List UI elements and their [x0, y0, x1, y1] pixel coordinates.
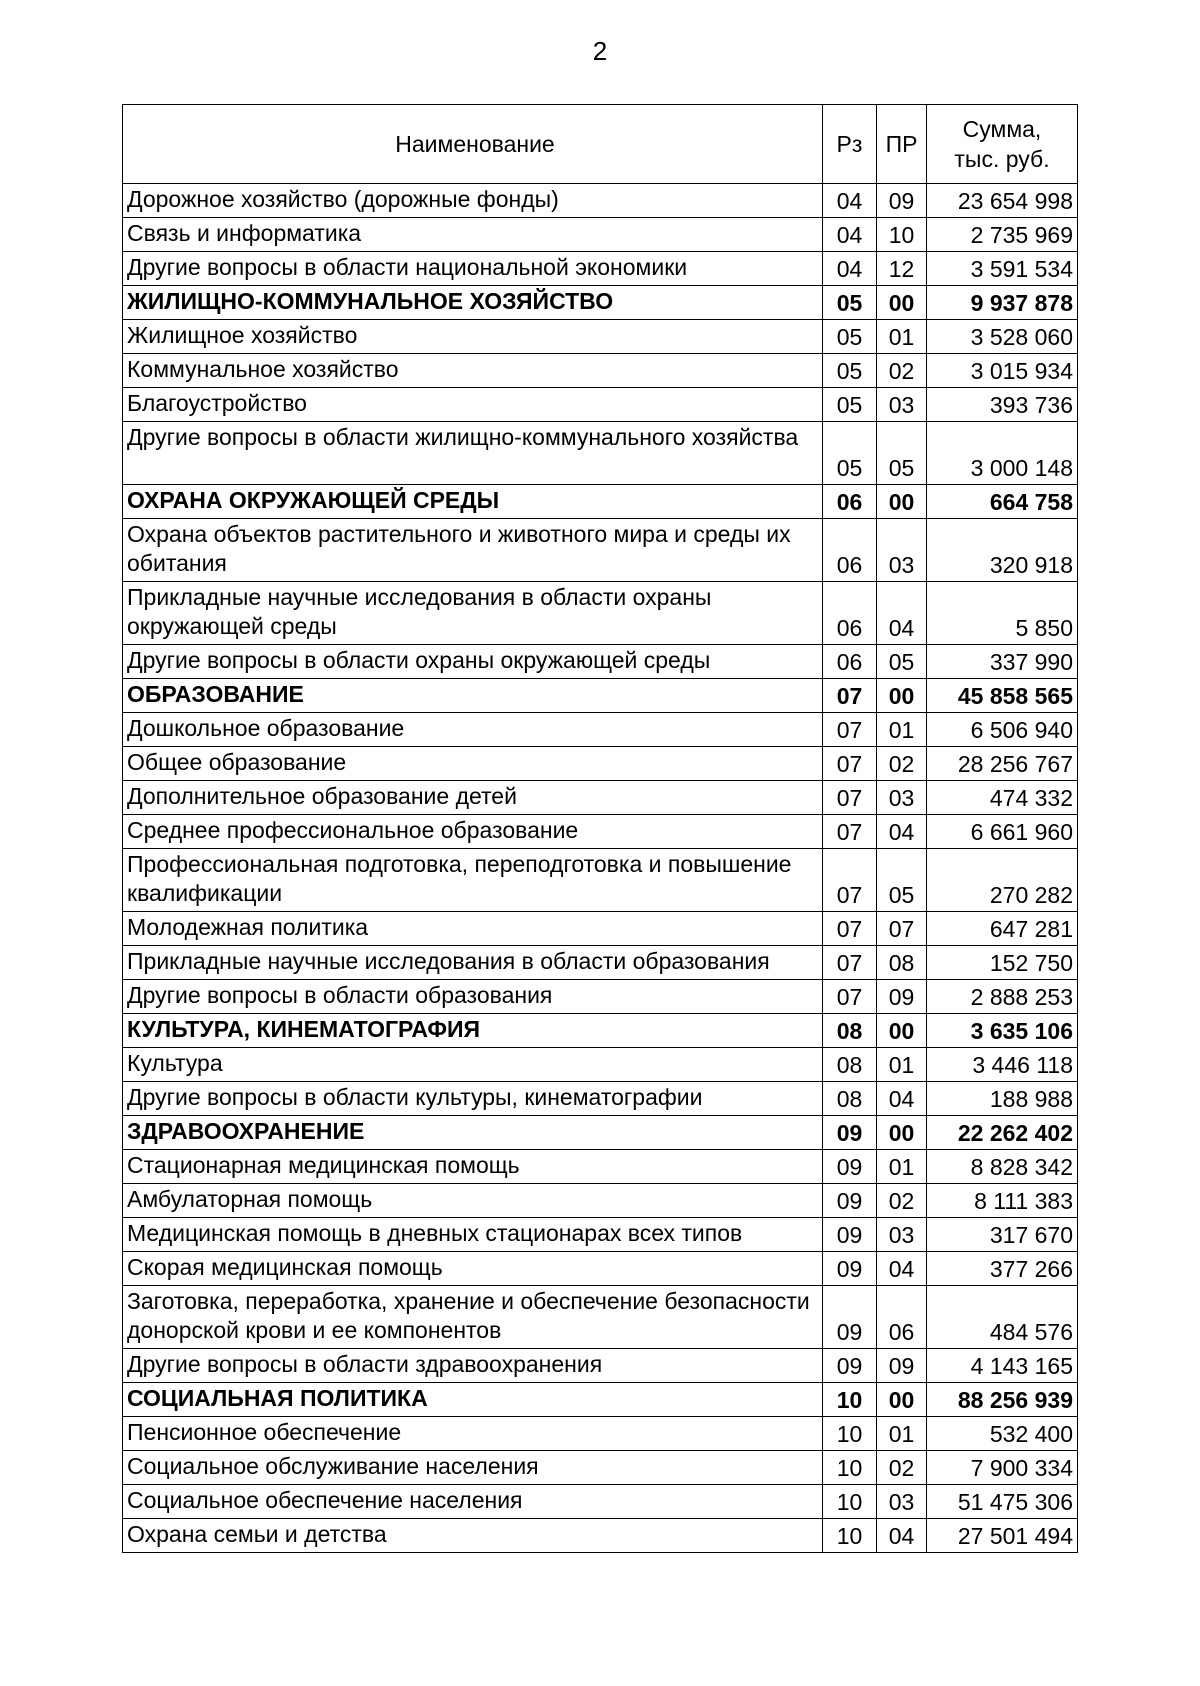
row-name: ЖИЛИЩНО-КОММУНАЛЬНОЕ ХОЗЯЙСТВО — [123, 286, 823, 320]
row-sum: 27 501 494 — [927, 1519, 1078, 1553]
row-sum: 188 988 — [927, 1082, 1078, 1116]
row-pr: 02 — [877, 1184, 927, 1218]
row-name: Социальное обеспечение населения — [123, 1485, 823, 1519]
row-rz: 04 — [823, 218, 877, 252]
table-row — [123, 815, 1078, 849]
table-row — [123, 354, 1078, 388]
row-pr: 09 — [877, 980, 927, 1014]
table-row — [123, 747, 1078, 781]
table-row — [123, 1048, 1078, 1082]
row-sum: 3 015 934 — [927, 354, 1078, 388]
row-rz: 09 — [823, 1252, 877, 1286]
header-name: Наименование — [123, 105, 823, 184]
row-pr: 07 — [877, 912, 927, 946]
row-sum: 3 591 534 — [927, 252, 1078, 286]
row-name: Другие вопросы в области национальной экономики — [123, 252, 823, 286]
row-rz: 08 — [823, 1082, 877, 1116]
row-sum: 22 262 402 — [927, 1116, 1078, 1150]
table-row — [123, 1082, 1078, 1116]
row-sum: 23 654 998 — [927, 184, 1078, 218]
row-sum: 270 282 — [927, 849, 1078, 912]
row-name: Прикладные научные исследования в области охраны окружающей среды — [123, 582, 823, 645]
table-header-row — [123, 105, 1078, 184]
row-sum: 51 475 306 — [927, 1485, 1078, 1519]
row-pr: 01 — [877, 1150, 927, 1184]
row-rz: 09 — [823, 1184, 877, 1218]
row-pr: 03 — [877, 388, 927, 422]
row-name: Социальное обслуживание населения — [123, 1451, 823, 1485]
row-rz: 07 — [823, 849, 877, 912]
row-rz: 05 — [823, 354, 877, 388]
row-pr: 00 — [877, 485, 927, 519]
row-pr: 02 — [877, 747, 927, 781]
table-row-section — [123, 286, 1078, 320]
row-sum: 647 281 — [927, 912, 1078, 946]
row-rz: 09 — [823, 1116, 877, 1150]
row-rz: 10 — [823, 1451, 877, 1485]
table-row — [123, 1417, 1078, 1451]
row-pr: 00 — [877, 1116, 927, 1150]
row-sum: 8 828 342 — [927, 1150, 1078, 1184]
row-rz: 07 — [823, 912, 877, 946]
row-sum: 3 446 118 — [927, 1048, 1078, 1082]
row-pr: 05 — [877, 422, 927, 485]
row-name: ОБРАЗОВАНИЕ — [123, 679, 823, 713]
row-sum: 664 758 — [927, 485, 1078, 519]
row-sum: 393 736 — [927, 388, 1078, 422]
table-row — [123, 1218, 1078, 1252]
row-name: Другие вопросы в области охраны окружающей среды — [123, 645, 823, 679]
row-rz: 08 — [823, 1014, 877, 1048]
table-row — [123, 713, 1078, 747]
table-row — [123, 1286, 1078, 1349]
row-sum: 3 528 060 — [927, 320, 1078, 354]
row-name: Другие вопросы в области здравоохранения — [123, 1349, 823, 1383]
header-sum-line2: тыс. руб. — [954, 146, 1050, 172]
header-pr: ПР — [877, 105, 927, 184]
row-pr: 00 — [877, 286, 927, 320]
table-row — [123, 980, 1078, 1014]
table-row — [123, 781, 1078, 815]
row-sum: 7 900 334 — [927, 1451, 1078, 1485]
row-rz: 06 — [823, 519, 877, 582]
row-rz: 09 — [823, 1150, 877, 1184]
row-sum: 152 750 — [927, 946, 1078, 980]
row-name: Дорожное хозяйство (дорожные фонды) — [123, 184, 823, 218]
row-rz: 09 — [823, 1286, 877, 1349]
row-name: Стационарная медицинская помощь — [123, 1150, 823, 1184]
row-pr: 02 — [877, 354, 927, 388]
row-rz: 06 — [823, 645, 877, 679]
row-rz: 04 — [823, 252, 877, 286]
row-name: Жилищное хозяйство — [123, 320, 823, 354]
row-pr: 04 — [877, 582, 927, 645]
row-name: Связь и информатика — [123, 218, 823, 252]
header-rz: Рз — [823, 105, 877, 184]
row-name: ЗДРАВООХРАНЕНИЕ — [123, 1116, 823, 1150]
row-name: Дополнительное образование детей — [123, 781, 823, 815]
row-sum: 88 256 939 — [927, 1383, 1078, 1417]
row-sum: 2 888 253 — [927, 980, 1078, 1014]
row-name: Культура — [123, 1048, 823, 1082]
row-pr: 04 — [877, 1252, 927, 1286]
row-sum: 377 266 — [927, 1252, 1078, 1286]
table-row — [123, 946, 1078, 980]
table-row — [123, 849, 1078, 912]
row-pr: 05 — [877, 849, 927, 912]
row-pr: 09 — [877, 1349, 927, 1383]
row-pr: 04 — [877, 815, 927, 849]
row-sum: 5 850 — [927, 582, 1078, 645]
row-name: СОЦИАЛЬНАЯ ПОЛИТИКА — [123, 1383, 823, 1417]
row-sum: 484 576 — [927, 1286, 1078, 1349]
row-sum: 337 990 — [927, 645, 1078, 679]
table-row — [123, 1485, 1078, 1519]
row-pr: 01 — [877, 320, 927, 354]
row-pr: 12 — [877, 252, 927, 286]
row-sum: 4 143 165 — [927, 1349, 1078, 1383]
row-rz: 05 — [823, 388, 877, 422]
row-sum: 317 670 — [927, 1218, 1078, 1252]
row-pr: 01 — [877, 1417, 927, 1451]
row-rz: 07 — [823, 815, 877, 849]
table-row — [123, 1252, 1078, 1286]
row-pr: 04 — [877, 1082, 927, 1116]
row-sum: 532 400 — [927, 1417, 1078, 1451]
row-pr: 03 — [877, 1485, 927, 1519]
table-row — [123, 1150, 1078, 1184]
row-pr: 04 — [877, 1519, 927, 1553]
row-sum: 45 858 565 — [927, 679, 1078, 713]
row-pr: 10 — [877, 218, 927, 252]
table-row — [123, 388, 1078, 422]
table-row — [123, 184, 1078, 218]
table-row — [123, 252, 1078, 286]
row-name: Молодежная политика — [123, 912, 823, 946]
row-name: Дошкольное образование — [123, 713, 823, 747]
row-rz: 09 — [823, 1349, 877, 1383]
table-row-section — [123, 1383, 1078, 1417]
row-sum: 474 332 — [927, 781, 1078, 815]
header-sum — [927, 105, 1078, 184]
row-sum: 9 937 878 — [927, 286, 1078, 320]
row-sum: 2 735 969 — [927, 218, 1078, 252]
row-rz: 07 — [823, 781, 877, 815]
table-row — [123, 320, 1078, 354]
row-rz: 10 — [823, 1519, 877, 1553]
row-name: Другие вопросы в области культуры, кинематографии — [123, 1082, 823, 1116]
row-name: Амбулаторная помощь — [123, 1184, 823, 1218]
row-rz: 08 — [823, 1048, 877, 1082]
row-sum: 8 111 383 — [927, 1184, 1078, 1218]
row-pr: 01 — [877, 1048, 927, 1082]
row-name: КУЛЬТУРА, КИНЕМАТОГРАФИЯ — [123, 1014, 823, 1048]
row-rz: 06 — [823, 485, 877, 519]
row-rz: 05 — [823, 422, 877, 485]
row-name: Охрана семьи и детства — [123, 1519, 823, 1553]
row-rz: 07 — [823, 946, 877, 980]
row-name: Скорая медицинская помощь — [123, 1252, 823, 1286]
table-row-section — [123, 679, 1078, 713]
row-pr: 03 — [877, 1218, 927, 1252]
row-name: Коммунальное хозяйство — [123, 354, 823, 388]
row-rz: 09 — [823, 1218, 877, 1252]
row-name: Охрана объектов растительного и животного мира и среды их обитания — [123, 519, 823, 582]
row-rz: 05 — [823, 286, 877, 320]
row-name: Благоустройство — [123, 388, 823, 422]
row-pr: 03 — [877, 781, 927, 815]
row-pr: 09 — [877, 184, 927, 218]
row-name: Среднее профессиональное образование — [123, 815, 823, 849]
row-name: ОХРАНА ОКРУЖАЮЩЕЙ СРЕДЫ — [123, 485, 823, 519]
row-rz: 10 — [823, 1417, 877, 1451]
table-row — [123, 218, 1078, 252]
table-row-section — [123, 1116, 1078, 1150]
table-row — [123, 1184, 1078, 1218]
row-pr: 01 — [877, 713, 927, 747]
row-sum: 320 918 — [927, 519, 1078, 582]
row-name: Другие вопросы в области образования — [123, 980, 823, 1014]
row-rz: 05 — [823, 320, 877, 354]
row-rz: 06 — [823, 582, 877, 645]
row-pr: 05 — [877, 645, 927, 679]
table-body — [123, 184, 1078, 1553]
page-number: 2 — [592, 36, 608, 66]
row-rz: 10 — [823, 1485, 877, 1519]
row-pr: 03 — [877, 519, 927, 582]
row-name: Профессиональная подготовка, переподготовка и повышение квалификации — [123, 849, 823, 912]
table-row — [123, 422, 1078, 485]
table-row — [123, 519, 1078, 582]
row-rz: 07 — [823, 679, 877, 713]
row-name: Прикладные научные исследования в области образования — [123, 946, 823, 980]
table-row — [123, 1349, 1078, 1383]
row-pr: 00 — [877, 679, 927, 713]
row-pr: 00 — [877, 1014, 927, 1048]
row-sum: 28 256 767 — [927, 747, 1078, 781]
row-pr: 02 — [877, 1451, 927, 1485]
table-row-section — [123, 1014, 1078, 1048]
budget-table — [122, 104, 1078, 1553]
row-rz: 04 — [823, 184, 877, 218]
row-rz: 07 — [823, 980, 877, 1014]
row-rz: 07 — [823, 713, 877, 747]
row-name: Заготовка, переработка, хранение и обеспечение безопасности донорской крови и ее компонентов — [123, 1286, 823, 1349]
row-pr: 08 — [877, 946, 927, 980]
table-row — [123, 582, 1078, 645]
table-row — [123, 1451, 1078, 1485]
row-sum: 3 000 148 — [927, 422, 1078, 485]
table-row — [123, 1519, 1078, 1553]
table-row — [123, 912, 1078, 946]
row-sum: 6 506 940 — [927, 713, 1078, 747]
table-row — [123, 645, 1078, 679]
row-sum: 3 635 106 — [927, 1014, 1078, 1048]
row-pr: 00 — [877, 1383, 927, 1417]
row-sum: 6 661 960 — [927, 815, 1078, 849]
row-name: Медицинская помощь в дневных стационарах всех типов — [123, 1218, 823, 1252]
row-name: Общее образование — [123, 747, 823, 781]
header-sum-line1: Сумма, — [962, 116, 1042, 142]
row-name: Другие вопросы в области жилищно-коммунального хозяйства — [123, 422, 823, 485]
row-name: Пенсионное обеспечение — [123, 1417, 823, 1451]
row-rz: 07 — [823, 747, 877, 781]
row-pr: 06 — [877, 1286, 927, 1349]
row-rz: 10 — [823, 1383, 877, 1417]
table-row-section — [123, 485, 1078, 519]
